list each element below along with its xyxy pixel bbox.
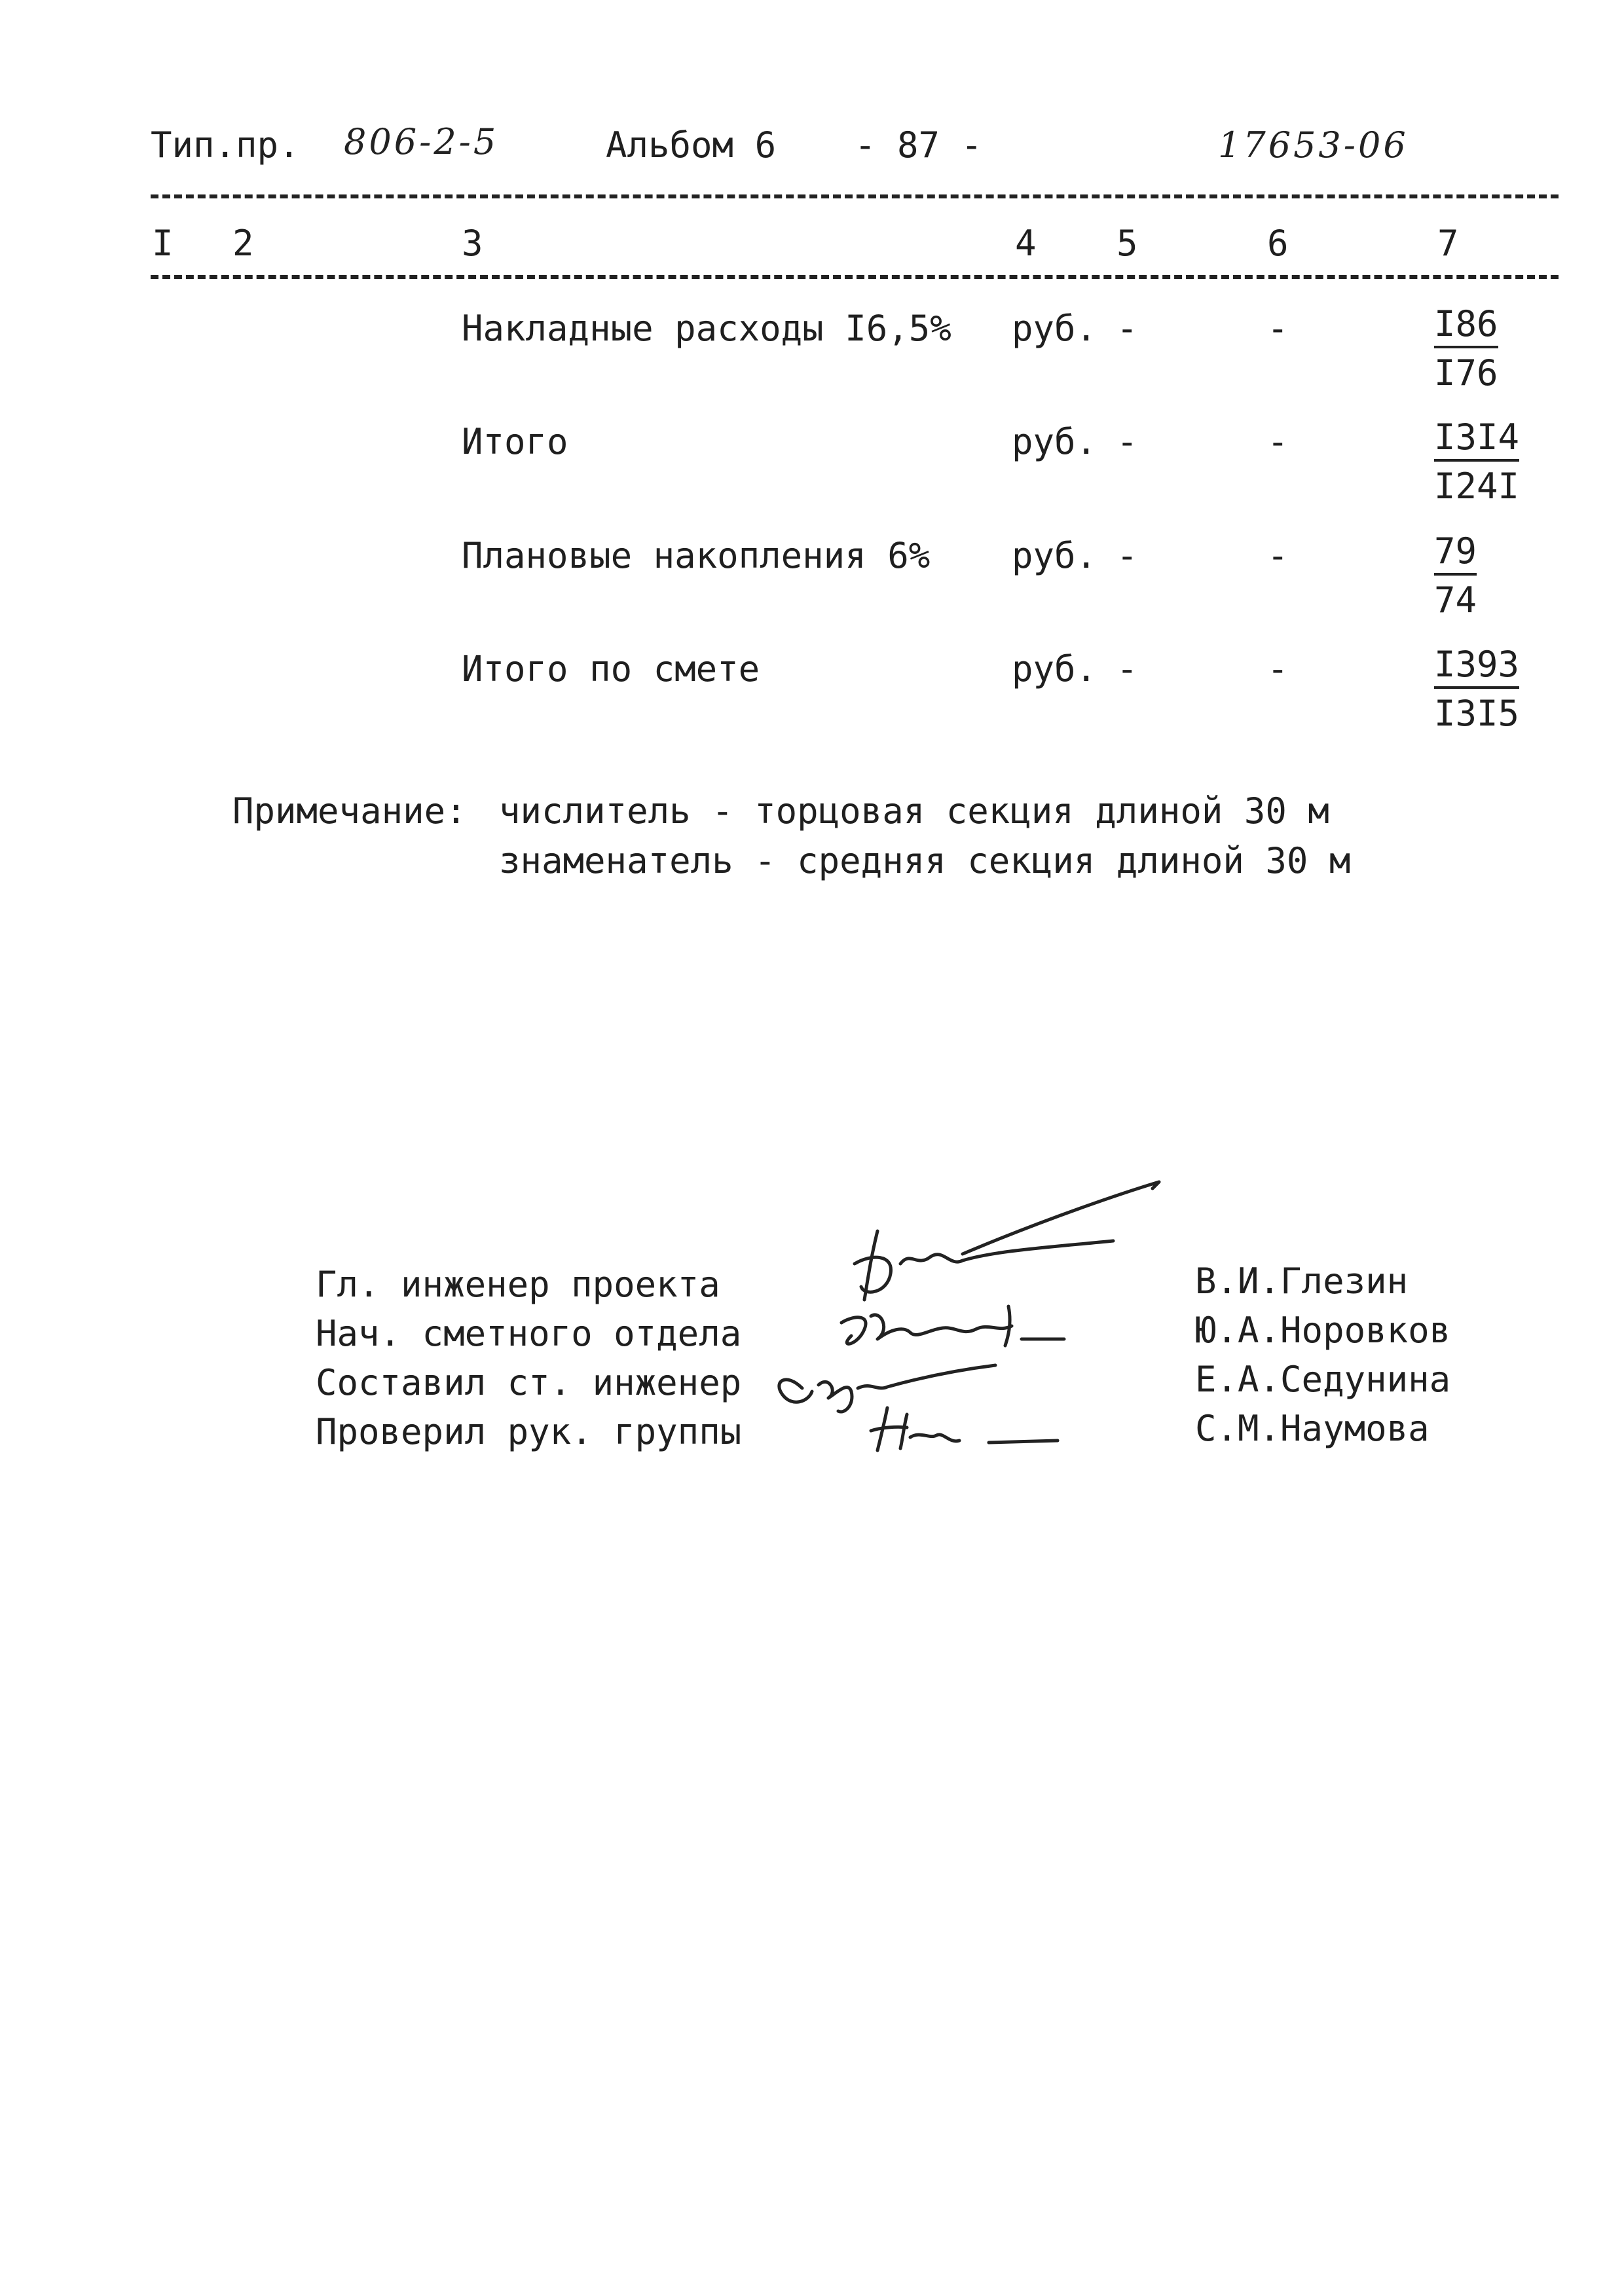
row-numerator: I3I4 [1434, 416, 1519, 462]
row-numerator: I393 [1434, 644, 1519, 689]
column-number-6: 6 [1267, 223, 1289, 264]
header-prefix: Тип.пр. [151, 124, 300, 166]
signature-name: С.М.Наумова [1195, 1408, 1430, 1449]
row-numerator: 79 [1434, 530, 1477, 576]
row-name: Итого по смете [462, 648, 760, 690]
row-col5: - [1116, 421, 1138, 462]
signature-name: В.И.Глезин [1195, 1261, 1409, 1302]
row-col6: - [1267, 535, 1289, 576]
column-number-5: 5 [1116, 223, 1138, 264]
header-project-code: 806-2-5 [344, 121, 499, 162]
row-unit: руб. [1012, 535, 1098, 576]
note-line-2: знаменатель - средняя секция длиной 30 м [499, 840, 1351, 881]
row-denominator: I76 [1434, 352, 1498, 394]
signature-role: Нач. сметного отдела [316, 1313, 742, 1354]
row-numerator: I86 [1434, 303, 1498, 348]
signature-role: Составил ст. инженер [316, 1362, 742, 1403]
note-label: Примечание: [232, 790, 467, 832]
row-col5: - [1116, 535, 1138, 576]
signature-role: Гл. инженер проекта [316, 1264, 720, 1305]
signature-name: Е.А.Седунина [1195, 1359, 1451, 1400]
column-number-3: 3 [462, 223, 483, 264]
row-name: Плановые накопления 6% [462, 535, 931, 576]
column-number-2: 2 [232, 223, 254, 264]
column-number-4: 4 [1015, 223, 1037, 264]
row-denominator: I24I [1434, 466, 1520, 507]
row-col5: - [1116, 648, 1138, 690]
note-line-1: числитель - торцовая секция длиной 30 м [499, 790, 1329, 832]
row-col5: - [1116, 308, 1138, 349]
table-header-rule [151, 275, 1559, 279]
table-top-rule [151, 194, 1559, 198]
signature-name: Ю.А.Норовков [1195, 1310, 1451, 1351]
signature-3-mark [779, 1365, 995, 1412]
signature-4-mark [871, 1408, 1058, 1450]
row-unit: руб. [1012, 421, 1098, 462]
row-unit: руб. [1012, 648, 1098, 690]
column-number-7: 7 [1437, 223, 1459, 264]
signature-2-mark [841, 1306, 1064, 1346]
signature-1-mark [855, 1182, 1159, 1300]
header-album: Альбом 6 [606, 124, 777, 166]
header-doc-number: 17653-06 [1218, 124, 1409, 166]
signature-role: Проверил рук. группы [316, 1411, 742, 1452]
header-page-number: - 87 - [855, 124, 983, 166]
row-col6: - [1267, 421, 1289, 462]
row-name: Накладные расходы I6,5% [462, 308, 951, 349]
row-col6: - [1267, 308, 1289, 349]
column-number-1: I [152, 223, 174, 264]
row-denominator: 74 [1434, 580, 1477, 621]
row-col6: - [1267, 648, 1289, 690]
row-unit: руб. [1012, 308, 1098, 349]
row-denominator: I3I5 [1434, 693, 1520, 734]
row-name: Итого [462, 421, 568, 462]
